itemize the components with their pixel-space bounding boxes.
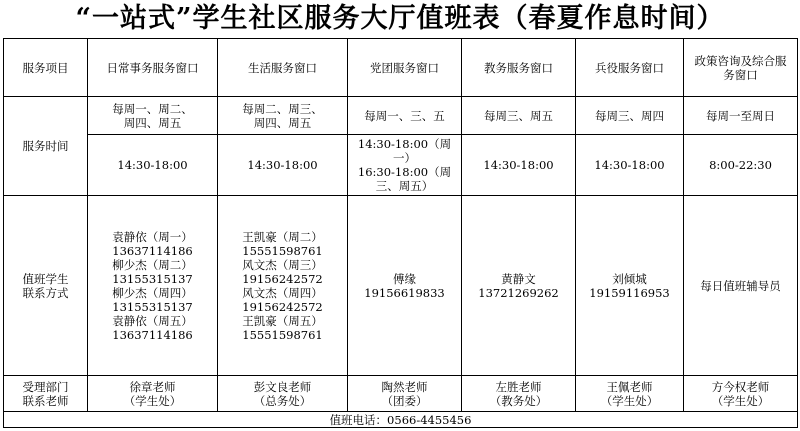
hours-military: 14:30-18:00: [576, 135, 684, 196]
row-label-duty-students: 值班学生 联系方式: [4, 196, 88, 376]
teacher-party-league: 陶然老师 （团委）: [348, 376, 462, 412]
hours-life-service: 14:30-18:00: [218, 135, 348, 196]
days-academic: 每周三、周五: [462, 97, 576, 135]
header-military: 兵役服务窗口: [576, 39, 684, 97]
duty-military: 刘倾城 19159116953: [576, 196, 684, 376]
days-military: 每周三、周四: [576, 97, 684, 135]
service-hours-row: [4, 135, 798, 196]
hours-party-league: 14:30-18:00（周 一） 16:30-18:00（周 三、周五）: [348, 135, 462, 196]
footer-row: [4, 412, 798, 428]
header-policy: 政策咨询及综合服 务窗口: [684, 39, 798, 97]
service-days-row: [4, 97, 798, 135]
duty-academic: 黄静文 13721269262: [462, 196, 576, 376]
teacher-daily-affairs: 徐章老师 （学生处）: [88, 376, 218, 412]
hours-academic: 14:30-18:00: [462, 135, 576, 196]
duty-policy: 每日值班辅导员: [684, 196, 798, 376]
header-daily-affairs: 日常事务服务窗口: [88, 39, 218, 97]
teacher-academic: 左胜老师 （教务处）: [462, 376, 576, 412]
days-life-service: 每周二、周三、 周四、周五: [218, 97, 348, 135]
row-label-service-time: 服务时间: [4, 97, 88, 196]
duty-students-row: [4, 196, 798, 376]
header-life-service: 生活服务窗口: [218, 39, 348, 97]
teacher-life-service: 彭文良老师 （总务处）: [218, 376, 348, 412]
duty-daily-affairs: 袁静依（周一） 13637114186 柳少杰（周二） 13155315137 柳少杰（周四） 13155315137 袁静依（周五） 13637114186: [112, 229, 193, 342]
header-row: [4, 39, 798, 97]
header-academic: 教务服务窗口: [462, 39, 576, 97]
duty-schedule-table: [3, 38, 798, 428]
duty-party-league: 傅缘 19156619833: [348, 196, 462, 376]
days-daily-affairs: 每周一、周二、 周四、周五: [88, 97, 218, 135]
teachers-row: [4, 376, 798, 412]
duty-life-service: 王凯豪（周二） 15551598761 风文杰（周三） 19156242572 风文杰（周四） 19156242572 王凯豪（周五） 15551598761: [242, 229, 323, 342]
duty-phone: 值班电话：0566-4455456: [4, 412, 798, 428]
row-label-teachers: 受理部门 联系老师: [4, 376, 88, 412]
hours-daily-affairs: 14:30-18:00: [88, 135, 218, 196]
teacher-military: 王佩老师 （学生处）: [576, 376, 684, 412]
row-label-service-item: 服务项目: [4, 39, 88, 97]
header-party-league: 党团服务窗口: [348, 39, 462, 97]
page-title: “一站式”学生社区服务大厅值班表（春夏作息时间）: [75, 3, 725, 34]
days-party-league: 每周一、三、五: [348, 97, 462, 135]
teacher-policy: 方今权老师 （学生处）: [684, 376, 798, 412]
hours-policy: 8:00-22:30: [684, 135, 798, 196]
days-policy: 每周一至周日: [684, 97, 798, 135]
